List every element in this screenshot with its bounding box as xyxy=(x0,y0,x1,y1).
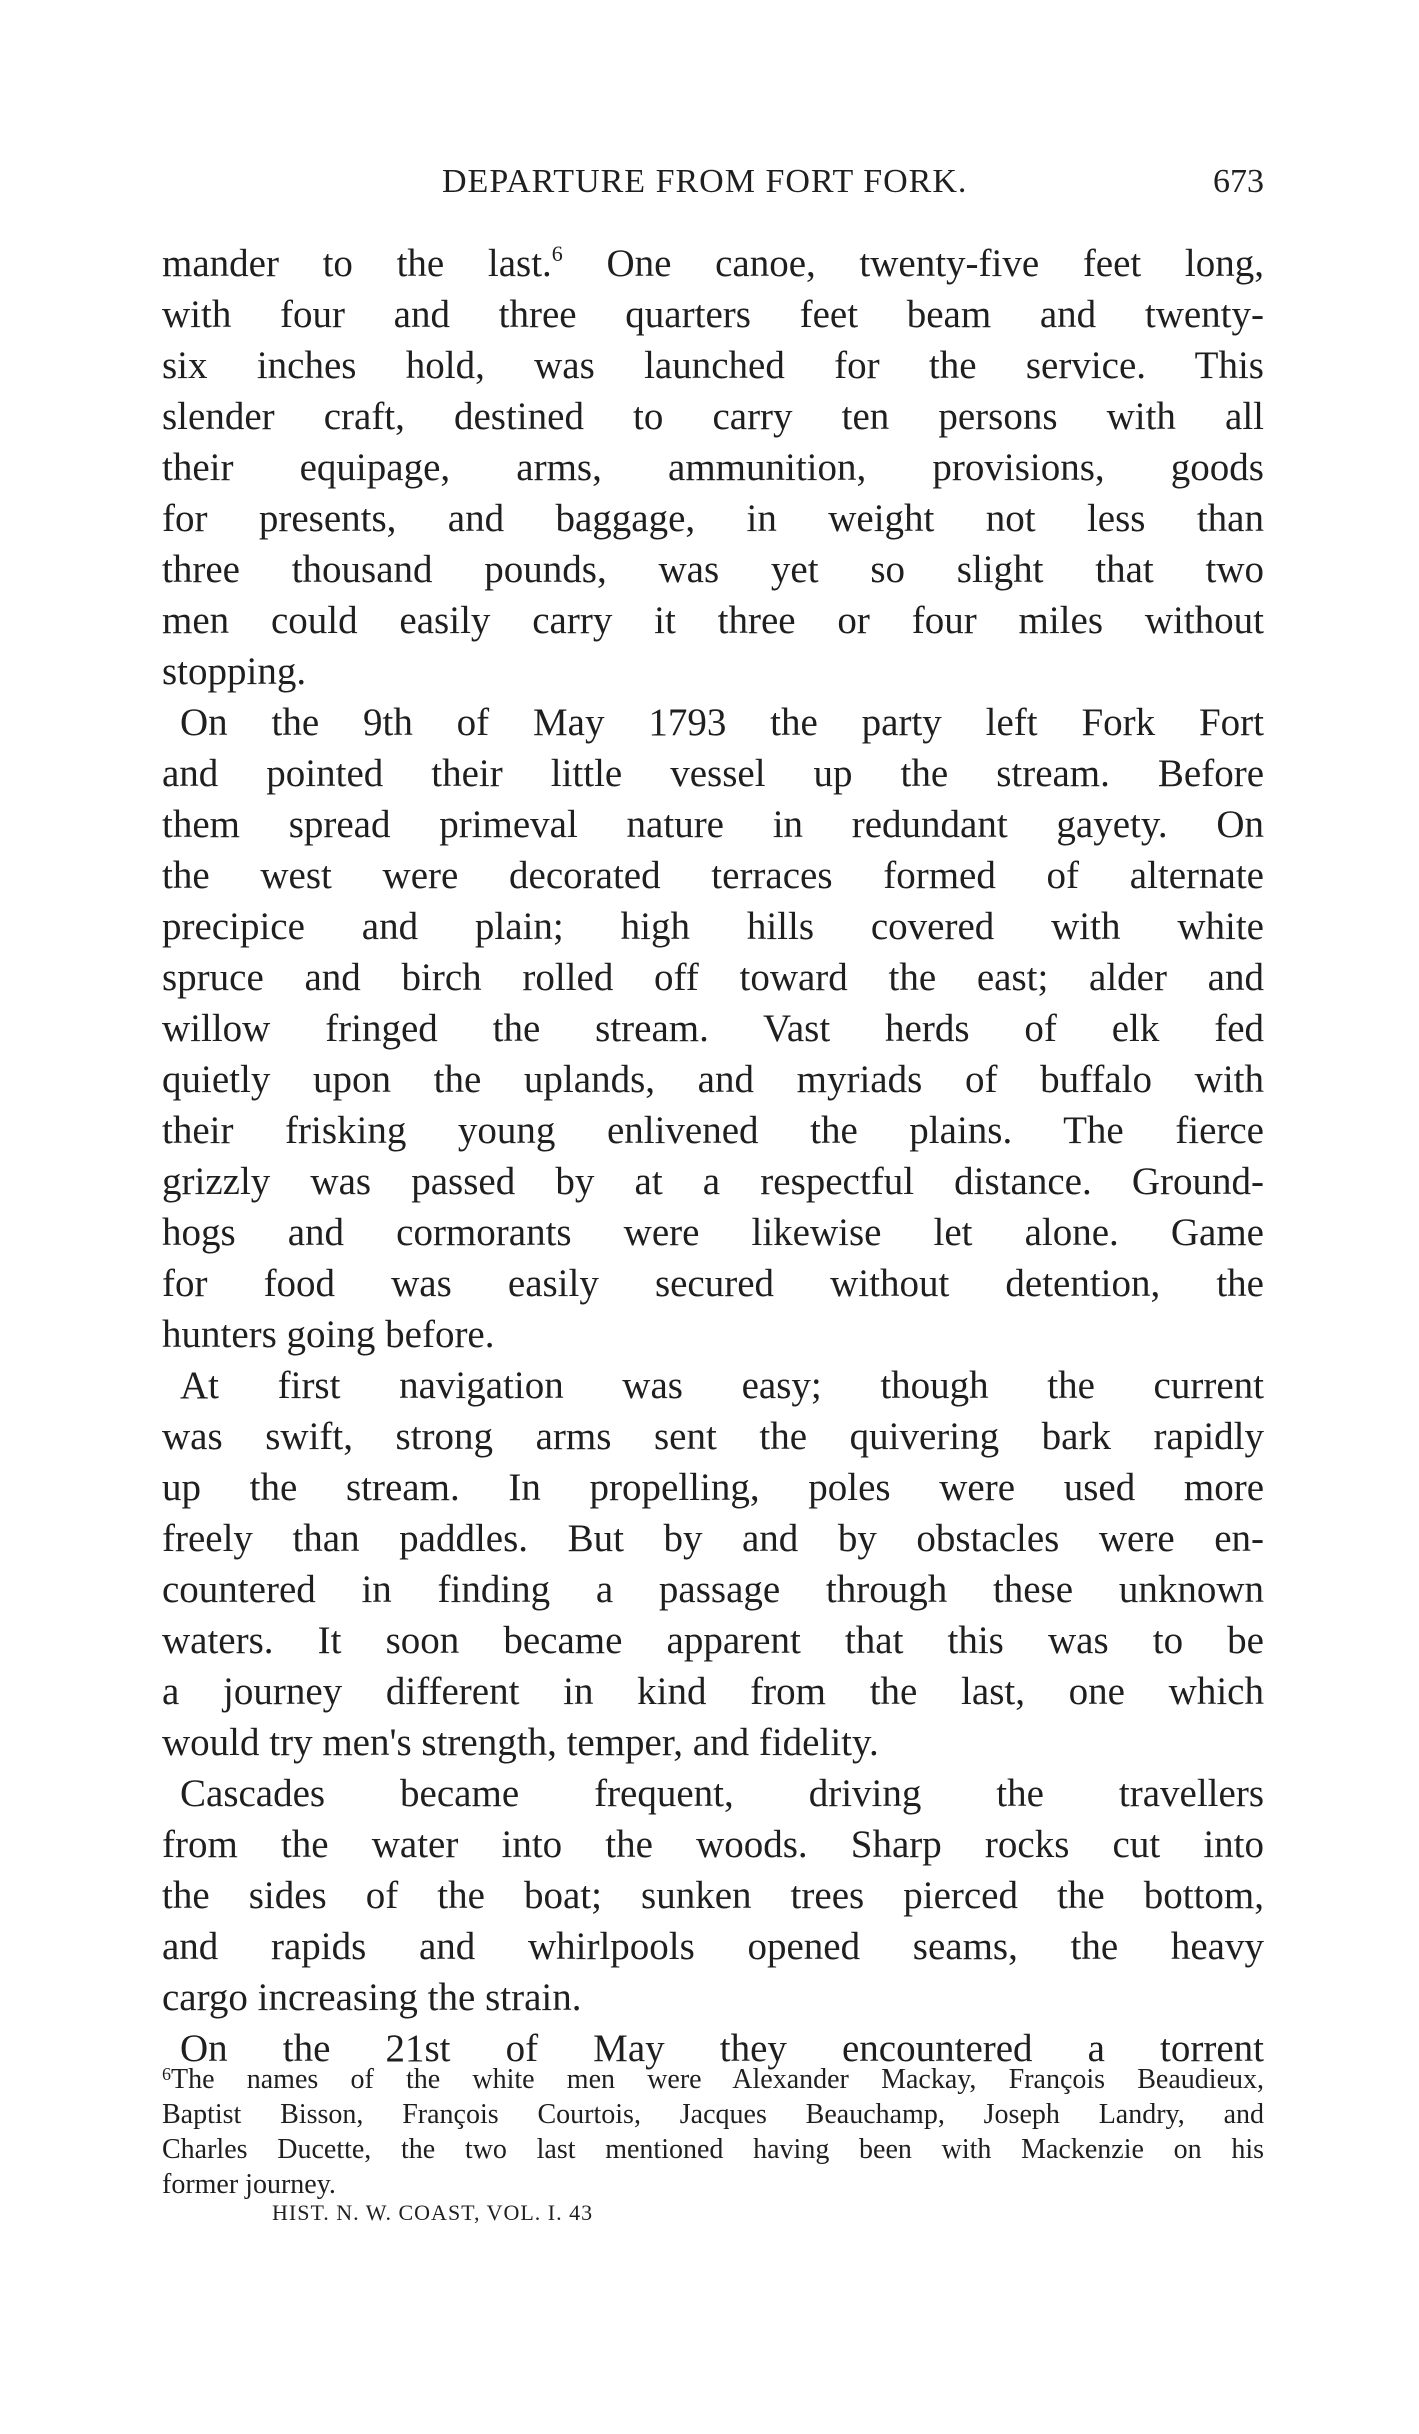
footnote-line xyxy=(162,2062,1264,2097)
body-text xyxy=(162,238,1264,2074)
paragraph-start-line: At first navigation was easy; though the current xyxy=(180,1364,1264,1407)
text-line: from the water into the woods. Sharp rocks cut into xyxy=(162,1823,1264,1866)
paragraph-start-line: On the 21st of May they encountered a torrent xyxy=(180,2027,1264,2070)
text-line: their equipage, arms, ammunition, provisions, goods xyxy=(162,446,1264,489)
footnote-line: Charles Ducette, the two last mentioned having been with Mackenzie on his xyxy=(162,2134,1264,2165)
text-line: hogs and cormorants were likewise let alone. Game xyxy=(162,1211,1264,1254)
text-line: for food was easily secured without detention, the xyxy=(162,1262,1264,1305)
text-line: men could easily carry it three or four miles without xyxy=(162,599,1264,642)
text-line: for presents, and baggage, in weight not less than xyxy=(162,497,1264,540)
text-line: and pointed their little vessel up the stream. Before xyxy=(162,752,1264,795)
footnote-line: former journey. xyxy=(162,2169,336,2200)
text-line: would try men's strength, temper, and fidelity. xyxy=(162,1721,879,1764)
paragraph-start-line: Cascades became frequent, driving the travellers xyxy=(180,1772,1264,1815)
text-line: a journey different in kind from the last, one which xyxy=(162,1670,1264,1713)
text-line: three thousand pounds, was yet so slight that two xyxy=(162,548,1264,591)
text-line: cargo increasing the strain. xyxy=(162,1976,582,2019)
text-line: spruce and birch rolled off toward the east; alder and xyxy=(162,956,1264,999)
text-line: six inches hold, was launched for the service. This xyxy=(162,344,1264,387)
text-line-end: One canoe, twenty-five feet long, xyxy=(562,242,1264,285)
text-line: the sides of the boat; sunken trees pierced the bottom, xyxy=(162,1874,1264,1917)
text-line: countered in finding a passage through these unknown xyxy=(162,1568,1264,1611)
footnote-line: Baptist Bisson, François Courtois, Jacques Beauchamp, Joseph Landry, and xyxy=(162,2099,1264,2130)
footnote-reference[interactable]: 6 xyxy=(551,241,563,266)
text-line: stopping. xyxy=(162,650,307,693)
text-line: grizzly was passed by at a respectful distance. Ground- xyxy=(162,1160,1264,1203)
running-head xyxy=(162,163,1264,207)
text-line: their frisking young enlivened the plains. The fierce xyxy=(162,1109,1264,1152)
footnote-text: The names of the white men were Alexander Mackay, François Beaudieux, xyxy=(171,2064,1264,2095)
text-line: the west were decorated terraces formed of alternate xyxy=(162,854,1264,897)
text-line: slender craft, destined to carry ten persons with all xyxy=(162,395,1264,438)
text-line: willow fringed the stream. Vast herds of elk fed xyxy=(162,1007,1264,1050)
text-line: quietly upon the uplands, and myriads of buffalo with xyxy=(162,1058,1264,1101)
text-line: was swift, strong arms sent the quivering bark rapidly xyxy=(162,1415,1264,1458)
footnote-mark: 6 xyxy=(162,2064,171,2084)
paragraph-start-line: On the 9th of May 1793 the party left Fork Fort xyxy=(180,701,1264,744)
page-number: 673 xyxy=(1213,163,1264,200)
text-line: waters. It soon became apparent that this was to be xyxy=(162,1619,1264,1662)
text-line: precipice and plain; high hills covered with white xyxy=(162,905,1264,948)
text-line: them spread primeval nature in redundant gayety. On xyxy=(162,803,1264,846)
running-title: DEPARTURE FROM FORT FORK. xyxy=(442,163,968,200)
text-line: and rapids and whirlpools opened seams, the heavy xyxy=(162,1925,1264,1968)
text-line: with four and three quarters feet beam and twenty- xyxy=(162,293,1264,336)
signature-mark: HIST. N. W. COAST, VOL. I. 43 xyxy=(272,2200,594,2225)
text-line: up the stream. In propelling, poles were used more xyxy=(162,1466,1264,1509)
text-line-start: mander to the last. xyxy=(162,242,552,285)
footnotes xyxy=(162,2062,1264,2202)
text-line xyxy=(162,238,1264,289)
text-line: freely than paddles. But by and by obstacles were en- xyxy=(162,1517,1264,1560)
text-line: hunters going before. xyxy=(162,1313,495,1356)
